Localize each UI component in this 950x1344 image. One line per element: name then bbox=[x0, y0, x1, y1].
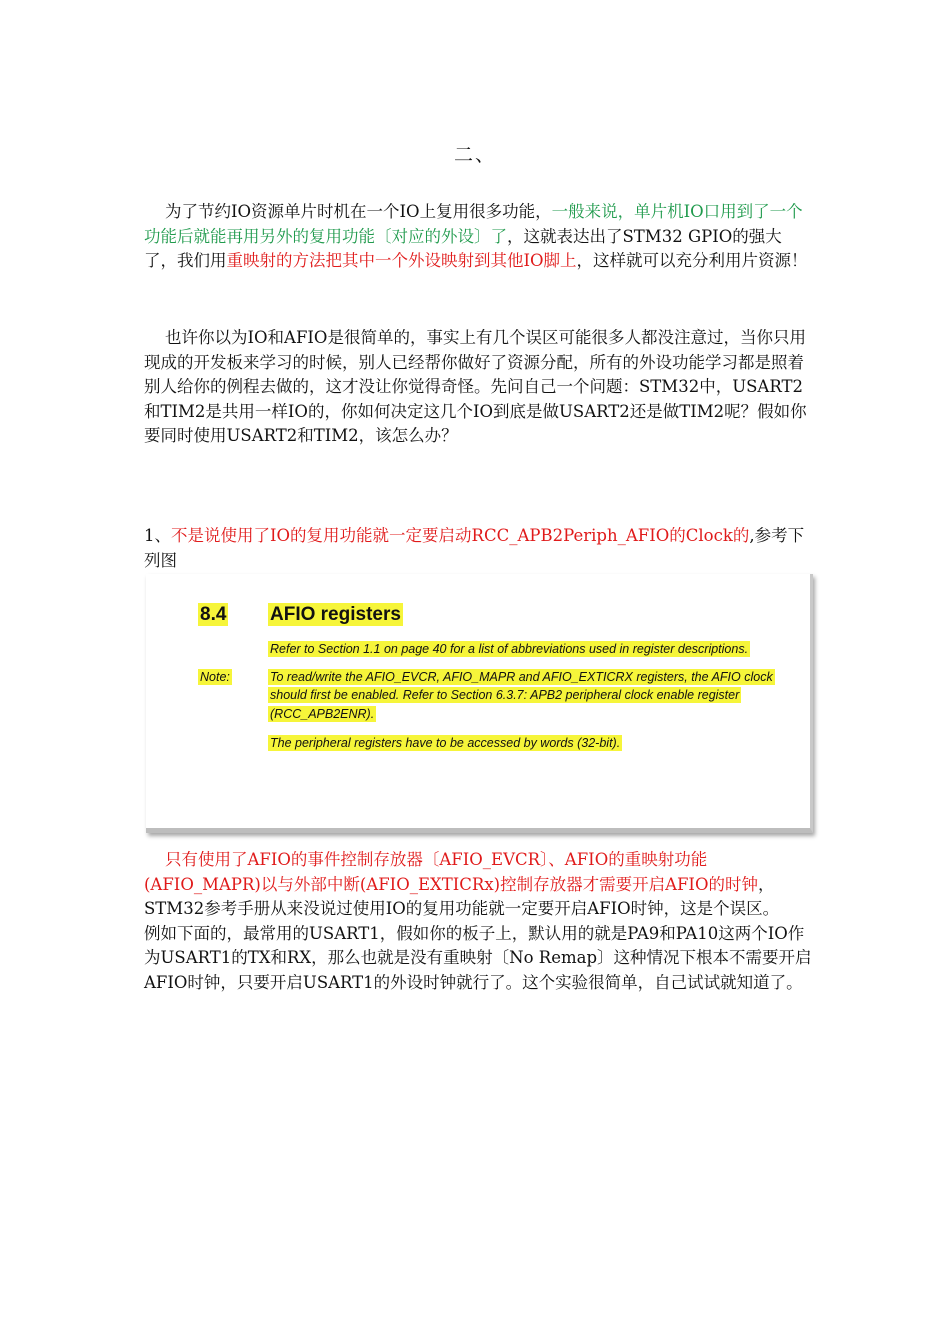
intro-text-green: 一般来说，单片机IO口用到了一个功能后就能再用另外的复用功能〔对应的外设〕了 bbox=[144, 202, 803, 246]
paragraph-intro bbox=[144, 200, 812, 274]
point-1-text: ,参考下列图 bbox=[144, 526, 805, 570]
afio-registers-figure bbox=[146, 574, 813, 833]
figure-note-label: Note: bbox=[200, 670, 230, 684]
figure-refer-line: Refer to Section 1.1 on page 40 for a list of abbreviations used in register descriptions. bbox=[270, 642, 749, 656]
section-heading: 二、 bbox=[453, 144, 496, 166]
figure-note-line-3: (RCC_APB2ENR). bbox=[270, 707, 375, 721]
paragraph-point-1 bbox=[144, 524, 812, 573]
intro-text-e: ，这样就可以充分利用片资源！ bbox=[576, 251, 808, 271]
figure-note-line-1: To read/write the AFIO_EVCR, AFIO_MAPR and AFIO_EXTICRX registers, the AFIO clock bbox=[270, 670, 773, 684]
intro-text-c: ，这就表达出了STM32 GPIO的强大了，我们用 bbox=[144, 226, 782, 271]
paragraph-question: 也许你以为IO和AFIO是很简单的，事实上有几个误区可能很多人都没注意过，当你只用现成的开发板来学习的时候，别人已经帮你做好了资源分配，所有的外设功能学习都是照着别人给你的例程去做的，这才没让你觉得奇怪。先问自己一个问题：STM32中，USART2和TIM2是共用一样IO的，你如何决定这几个IO到底是做USART2还是做TIM2呢？假如你要同时使用USART2和TIM2，该怎么办？ bbox=[144, 328, 807, 446]
figure-note-line-2: should first be enabled. Refer to Section 6.3.7: APB2 peripheral clock enable register bbox=[270, 688, 740, 702]
point-1-number: 1、 bbox=[144, 526, 171, 545]
explanation-text: ，STM32参考手册从来没说过使用IO的复用功能就一定要开启AFIO时钟，这是个误区。 例如下面的，最常用的USART1，假如你的板子上，默认用的就是PA9和PA10这两个IO作为USART1的TX和RX，那么也就是没有重映射〔No Remap〕这种情况下根本不需要开启AFIO时钟，只要开启USART1的外设时钟就行了。这个实验很简单，自己试试就知道了。 bbox=[144, 874, 812, 992]
explanation-red-text: 只有使用了AFIO的事件控制存放器〔AFIO_EVCR〕、AFIO的重映射功能(AFIO_MAPR)以与外部中断(AFIO_EXTICRx)控制存放器才需要开启AFIO的时钟 bbox=[144, 850, 758, 894]
figure-words-line: The peripheral registers have to be accessed by words (32-bit). bbox=[270, 736, 621, 750]
intro-text-red: 重映射的方法把其中一个外设映射到其他IO脚上 bbox=[226, 251, 577, 271]
paragraph-explanation bbox=[144, 848, 812, 996]
point-1-red-text: 不是说使用了IO的复用功能就一定要启动RCC_APB2Periph_AFIO的Clock的 bbox=[171, 526, 750, 545]
figure-section-number: 8.4 bbox=[200, 604, 227, 625]
figure-title: AFIO registers bbox=[270, 604, 401, 625]
intro-text-a: 为了节约IO资源单片时机在一个IO上复用很多功能， bbox=[144, 202, 552, 221]
